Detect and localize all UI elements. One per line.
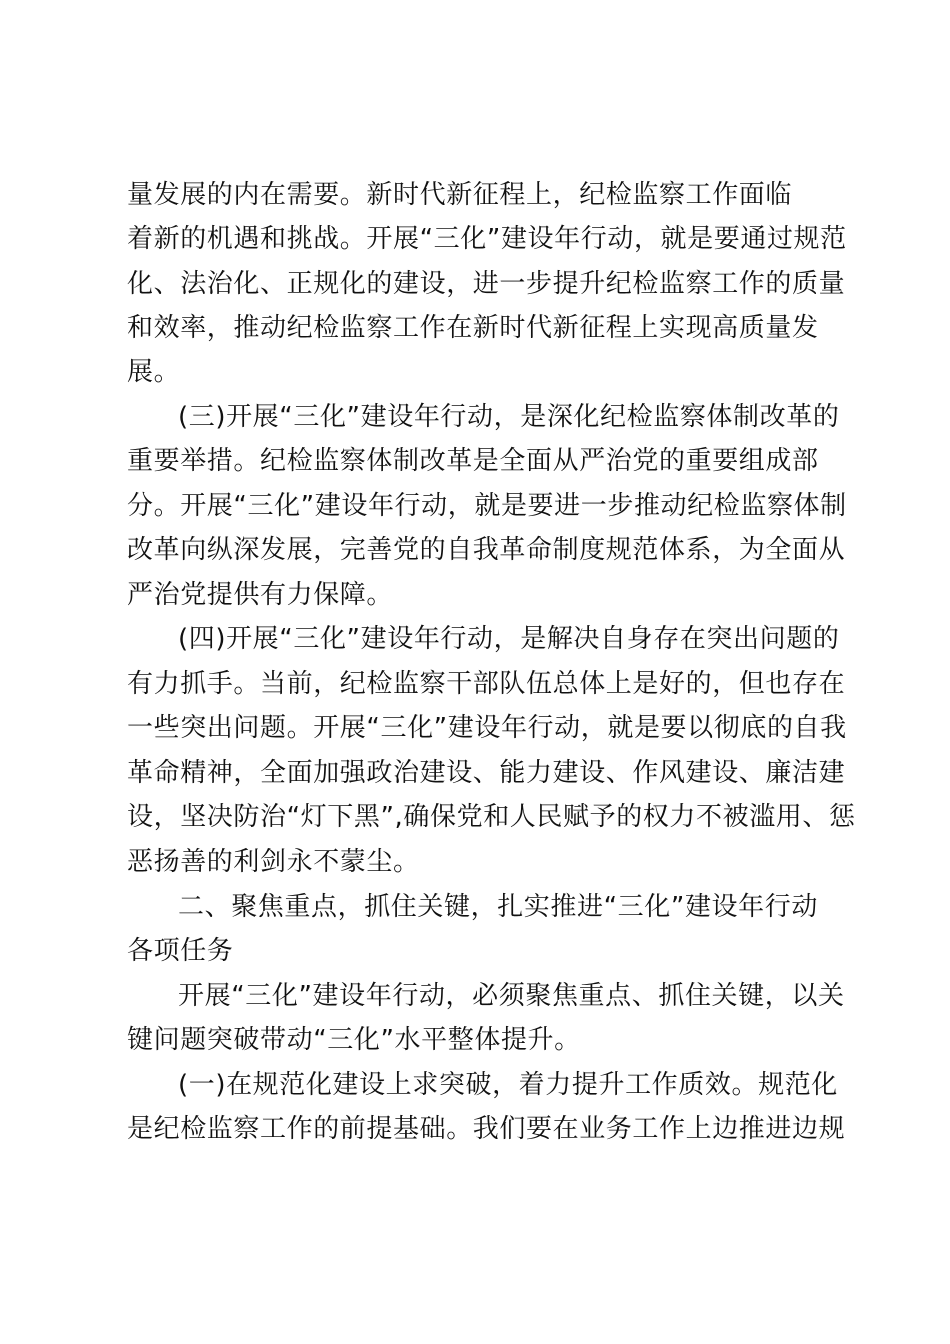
paragraph-4-start: (四)开展“三化”建设年行动，是解决自身存在突出问题的	[178, 624, 840, 654]
text-line-16: 恶扬善的利剑永不蒙尘。	[127, 847, 420, 877]
text-line-12: 有力抓手。当前，纪检监察干部队伍总体上是好的，但也存在	[127, 669, 846, 699]
text-line-1: 量发展的内在需要。新时代新征程上，纪检监察工作面临	[127, 180, 793, 210]
text-line-9: 改革向纵深发展，完善党的自我革命制度规范体系，为全面从	[127, 535, 846, 565]
text-line-22: 是纪检监察工作的前提基础。我们要在业务工作上边推进边规	[127, 1114, 846, 1144]
text-line-2: 着新的机遇和挑战。开展“三化”建设年行动，就是要通过规范	[127, 224, 847, 254]
text-line-8: 分。开展“三化”建设年行动，就是要进一步推动纪检监察体制	[127, 491, 847, 521]
text-line-20: 键问题突破带动“三化”水平整体提升。	[127, 1025, 581, 1055]
section-2-heading-cont: 各项任务	[127, 936, 234, 966]
paragraph-3-start: (三)开展“三化”建设年行动，是深化纪检监察体制改革的	[178, 402, 840, 432]
text-line-5: 展。	[127, 357, 181, 387]
text-line-13: 一些突出问题。开展“三化”建设年行动，就是要以彻底的自我	[127, 713, 847, 743]
text-line-4: 和效率，推动纪检监察工作在新时代新征程上实现高质量发	[127, 313, 819, 343]
text-line-14: 革命精神，全面加强政治建设、能力建设、作风建设、廉洁建	[127, 758, 846, 788]
text-line-7: 重要举措。纪检监察体制改革是全面从严治党的重要组成部	[127, 446, 819, 476]
text-line-3: 化、法治化、正规化的建设，进一步提升纪检监察工作的质量	[127, 269, 846, 299]
paragraph-intro-start: 开展“三化”建设年行动，必须聚焦重点、抓住关键，以关	[178, 981, 845, 1011]
text-line-15: 设，坚决防治“灯下黑”,确保党和人民赋予的权力不被滥用、惩	[127, 802, 856, 832]
text-line-10: 严治党提供有力保障。	[127, 580, 394, 610]
paragraph-1-start: (一)在规范化建设上求突破，着力提升工作质效。规范化	[178, 1070, 838, 1100]
section-2-heading: 二、聚焦重点，抓住关键，扎实推进“三化”建设年行动	[178, 892, 818, 922]
